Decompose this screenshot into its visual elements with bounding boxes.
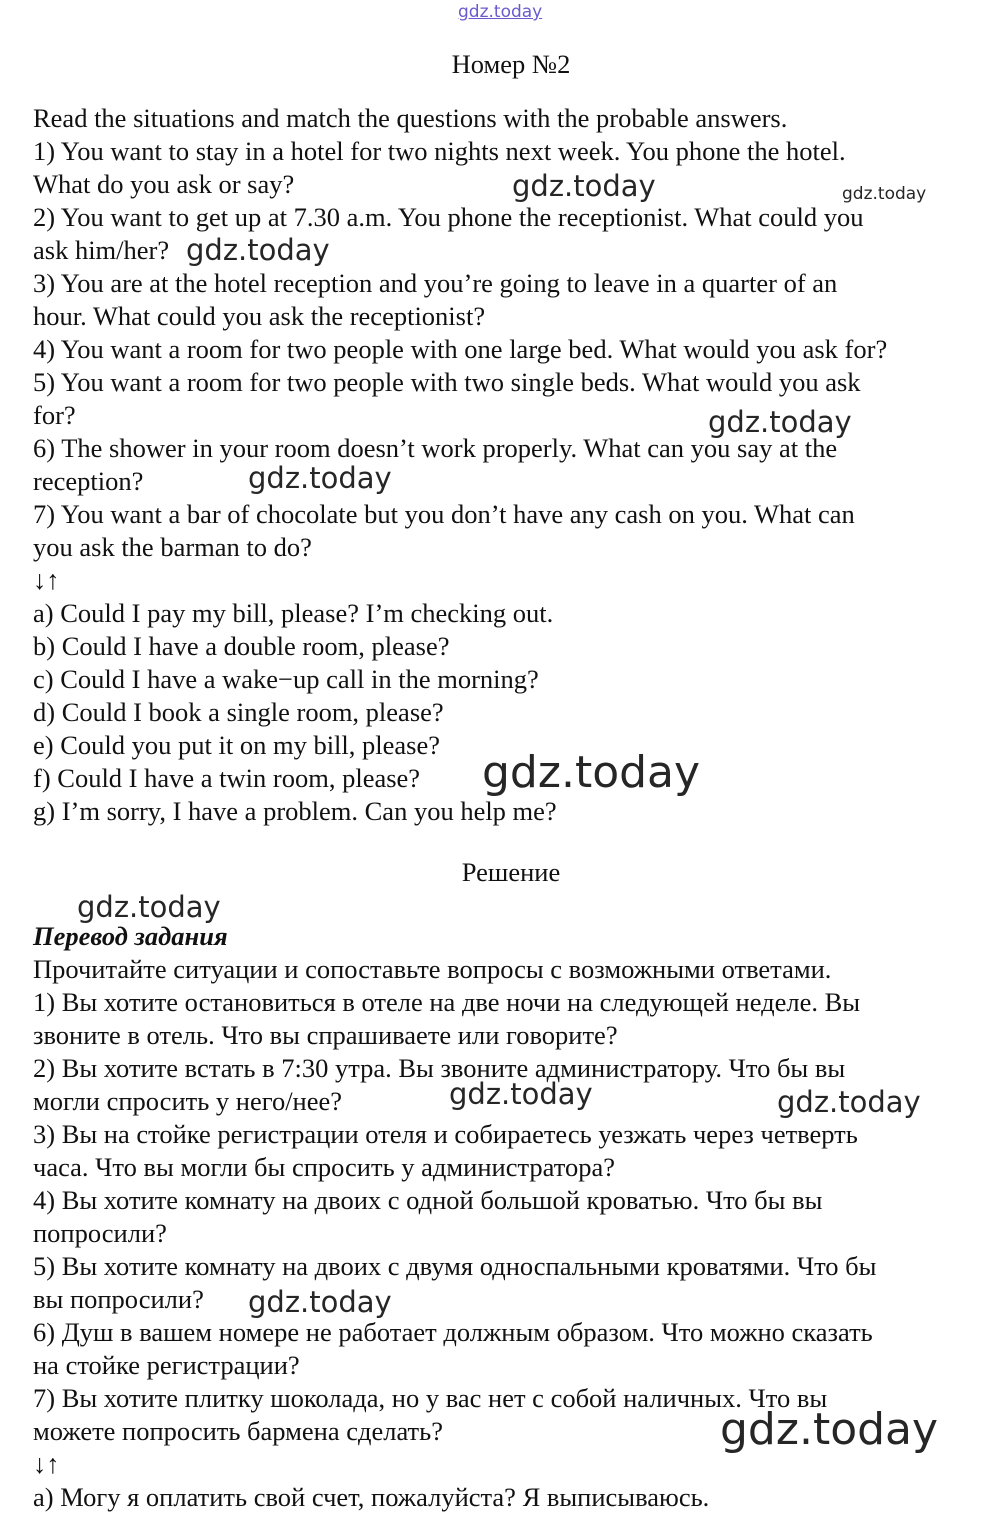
- translation-line: 1) Вы хотите остановиться в отеле на две ночи на следующей неделе. Вы: [33, 987, 861, 1017]
- question-line: 6) The shower in your room doesn’t work properly. What can you say at the: [33, 433, 838, 463]
- answer-line: a) Could I pay my bill, please? I’m checking out.: [33, 598, 554, 628]
- translation-line: 3) Вы на стойке регистрации отеля и собираетесь уезжать через четверть: [33, 1119, 858, 1149]
- translation-line: 6) Душ в вашем номере не работает должным образом. Что можно сказать: [33, 1317, 873, 1347]
- translation-arrows: ↓↑: [33, 1449, 60, 1479]
- question-line: reception?: [33, 466, 144, 496]
- translation-line: можете попросить бармена сделать?: [33, 1416, 443, 1446]
- watermark: gdz.today: [842, 184, 927, 204]
- translation-answer-line: а) Могу я оплатить свой счет, пожалуйста? Я выписываюсь.: [33, 1482, 710, 1512]
- answer-line: b) Could I have a double room, please?: [33, 631, 450, 661]
- watermark: gdz.today: [482, 747, 701, 798]
- question-line: 2) You want to get up at 7.30 a.m. You phone the receptionist. What could you: [33, 202, 864, 232]
- translation-line: вы попросили?: [33, 1284, 204, 1314]
- question-line: 3) You are at the hotel reception and you’re going to leave in a quarter of an: [33, 268, 838, 298]
- watermark: gdz.today: [248, 1285, 392, 1319]
- question-line: 4) You want a room for two people with one large bed. What would you ask for?: [33, 334, 888, 364]
- question-line: for?: [33, 400, 76, 430]
- translation-line: 2) Вы хотите встать в 7:30 утра. Вы звоните администратору. Что бы вы: [33, 1053, 846, 1083]
- translation-line: попросили?: [33, 1218, 167, 1248]
- question-line: 7) You want a bar of chocolate but you don’t have any cash on you. What can: [33, 499, 855, 529]
- translation-line: 7) Вы хотите плитку шоколада, но у вас нет с собой наличных. Что вы: [33, 1383, 828, 1413]
- watermark-top: gdz.today: [458, 2, 543, 22]
- task-title: Номер №2: [451, 49, 571, 79]
- translation-line: могли спросить у него/нее?: [33, 1086, 343, 1116]
- match-arrows: ↓↑: [33, 565, 60, 595]
- solution-heading: Решение: [461, 857, 561, 887]
- answer-line: e) Could you put it on my bill, please?: [33, 730, 441, 760]
- question-line: 5) You want a room for two people with two single beds. What would you ask: [33, 367, 861, 397]
- answer-line: d) Could I book a single room, please?: [33, 697, 444, 727]
- translation-line: часа. Что вы могли бы спросить у администратора?: [33, 1152, 615, 1182]
- task-instruction: Read the situations and match the questions with the probable answers.: [33, 103, 788, 133]
- translation-line: 4) Вы хотите комнату на двоих с одной большой кроватью. Что бы вы: [33, 1185, 823, 1215]
- answer-line: f) Could I have a twin room, please?: [33, 763, 421, 793]
- question-line: 1) You want to stay in a hotel for two nights next week. You phone the hotel.: [33, 136, 846, 166]
- watermark: gdz.today: [186, 233, 330, 267]
- question-line: ask him/her?: [33, 235, 170, 265]
- watermark: gdz.today: [77, 890, 221, 924]
- translation-line: 5) Вы хотите комнату на двоих с двумя односпальными кроватями. Что бы: [33, 1251, 877, 1281]
- question-line: hour. What could you ask the receptionist?: [33, 301, 486, 331]
- watermark: gdz.today: [720, 1404, 939, 1455]
- answer-line: c) Could I have a wake−up call in the morning?: [33, 664, 539, 694]
- watermark: gdz.today: [449, 1077, 593, 1111]
- translation-line: Прочитайте ситуации и сопоставьте вопросы с возможными ответами.: [33, 954, 832, 984]
- translation-line: на стойке регистрации?: [33, 1350, 300, 1380]
- question-line: you ask the barman to do?: [33, 532, 312, 562]
- watermark: gdz.today: [512, 169, 656, 203]
- watermark: gdz.today: [248, 461, 392, 495]
- question-line: What do you ask or say?: [33, 169, 295, 199]
- watermark: gdz.today: [777, 1085, 921, 1119]
- translation-line: звоните в отель. Что вы спрашиваете или говорите?: [33, 1020, 618, 1050]
- translation-title: Перевод задания: [33, 921, 228, 951]
- watermark: gdz.today: [708, 405, 852, 439]
- answer-line: g) I’m sorry, I have a problem. Can you help me?: [33, 796, 557, 826]
